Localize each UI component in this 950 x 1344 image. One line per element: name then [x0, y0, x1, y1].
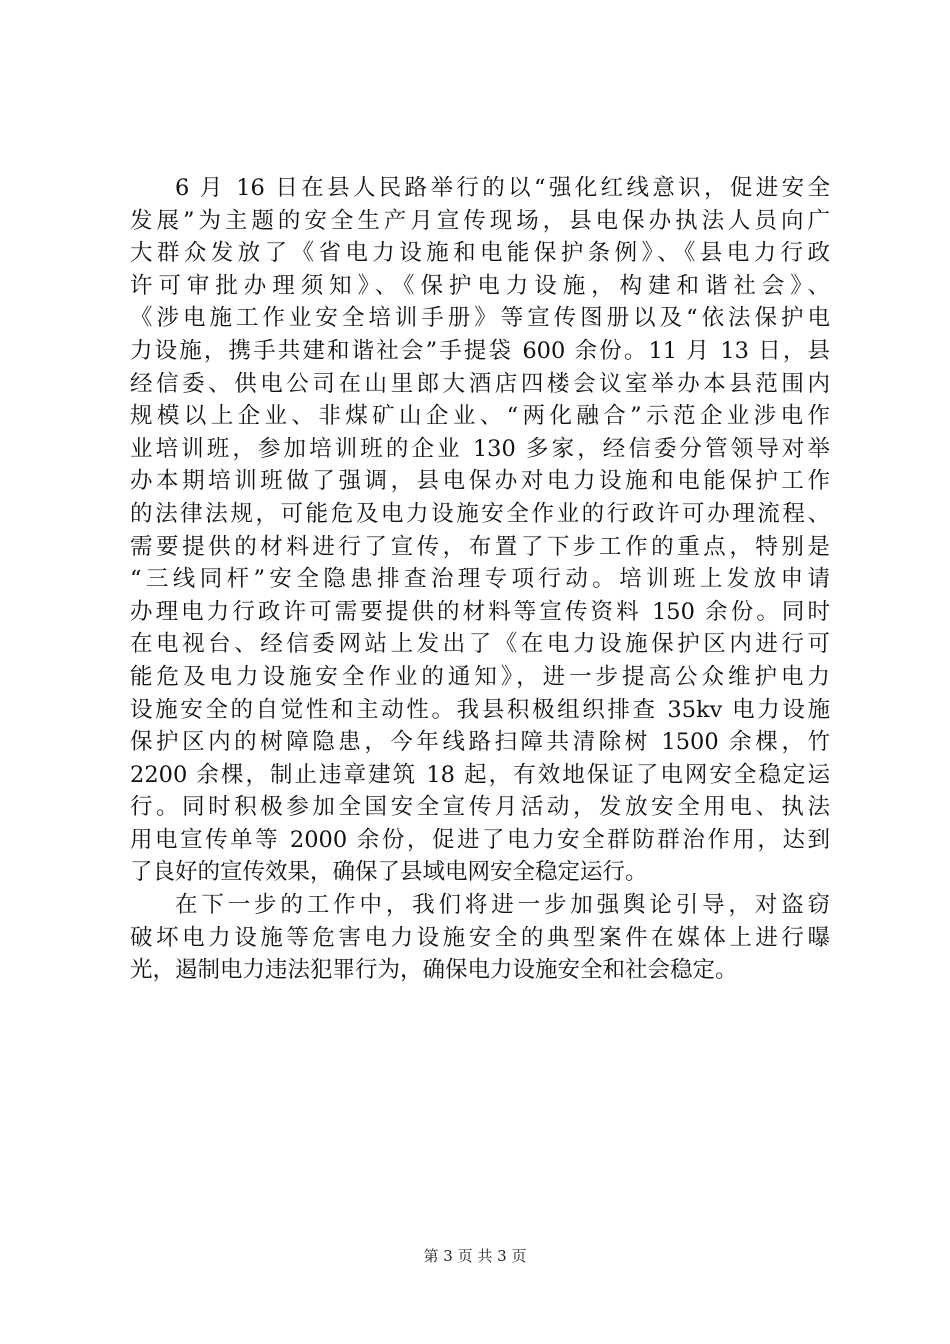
- text-line: 破坏电力设施等危害电力设施安全的典型案件在媒体上进行曝: [130, 924, 830, 951]
- text-line: 用电宣传单等 2000 余份，促进了电力安全群防群治作用，达到: [130, 826, 830, 853]
- paragraph: [130, 172, 830, 889]
- text-line: 保护区内的树障隐患，今年线路扫障共清除树 1500 余棵，竹: [130, 729, 830, 756]
- text-line: 了良好的宣传效果，确保了县域电网安全稳定运行。: [130, 859, 648, 886]
- text-line: 在电视台、经信委网站上发出了《在电力设施保护区内进行可: [130, 631, 830, 658]
- text-line: 设施安全的自觉性和主动性。我县积极组织排查 35kv 电力设施: [130, 696, 830, 723]
- page-number-label: 第 3 页 共 3 页: [423, 1247, 527, 1265]
- text-line: 能危及电力设施安全作业的通知》，进一步提高公众维护电力: [130, 663, 830, 690]
- text-line: 规模以上企业、非煤矿山企业、“两化融合”示范企业涉电作: [130, 403, 830, 430]
- text-line: “三线同杆”安全隐患排查治理专项行动。培训班上发放申请: [130, 566, 830, 593]
- text-line: 办理电力行政许可需要提供的材料等宣传资料 150 余份。同时: [130, 598, 830, 625]
- text-line: 办本期培训班做了强调，县电保办对电力设施和电能保护工作: [130, 468, 830, 495]
- page-footer: [0, 1246, 950, 1266]
- text-line: 的法律法规，可能危及电力设施安全作业的行政许可办理流程、: [130, 500, 830, 527]
- paragraph: [130, 889, 830, 987]
- text-line: 在下一步的工作中，我们将进一步加强舆论引导，对盗窃: [175, 892, 830, 919]
- text-line: 经信委、供电公司在山里郎大酒店四楼会议室举办本县范围内: [130, 370, 830, 397]
- text-line: 需要提供的材料进行了宣传，布置了下步工作的重点，特别是: [130, 533, 830, 560]
- document-body: [130, 172, 830, 987]
- text-line: 光，遏制电力违法犯罪行为，确保电力设施安全和社会稳定。: [130, 957, 738, 984]
- text-line: 大群众发放了《省电力设施和电能保护条例》、《县电力行政: [130, 240, 830, 267]
- text-line: 许可审批办理须知》、《保护电力设施，构建和谐社会》、: [130, 272, 830, 299]
- text-line: 业培训班，参加培训班的企业 130 多家，经信委分管领导对举: [130, 435, 830, 462]
- text-line: 行。同时积极参加全国安全宣传月活动，发放安全用电、执法: [130, 794, 830, 821]
- text-line: 发展”为主题的安全生产月宣传现场，县电保办执法人员向广: [130, 207, 830, 234]
- text-line: 6 月 16 日在县人民路举行的以“强化红线意识，促进安全: [175, 175, 830, 201]
- text-line: 《涉电施工作业安全培训手册》等宣传图册以及“依法保护电: [130, 305, 830, 332]
- text-line: 力设施，携手共建和谐社会”手提袋 600 余份。11 月 13 日，县: [130, 337, 830, 364]
- text-line: 2200 余棵，制止违章建筑 18 起，有效地保证了电网安全稳定运: [130, 761, 830, 788]
